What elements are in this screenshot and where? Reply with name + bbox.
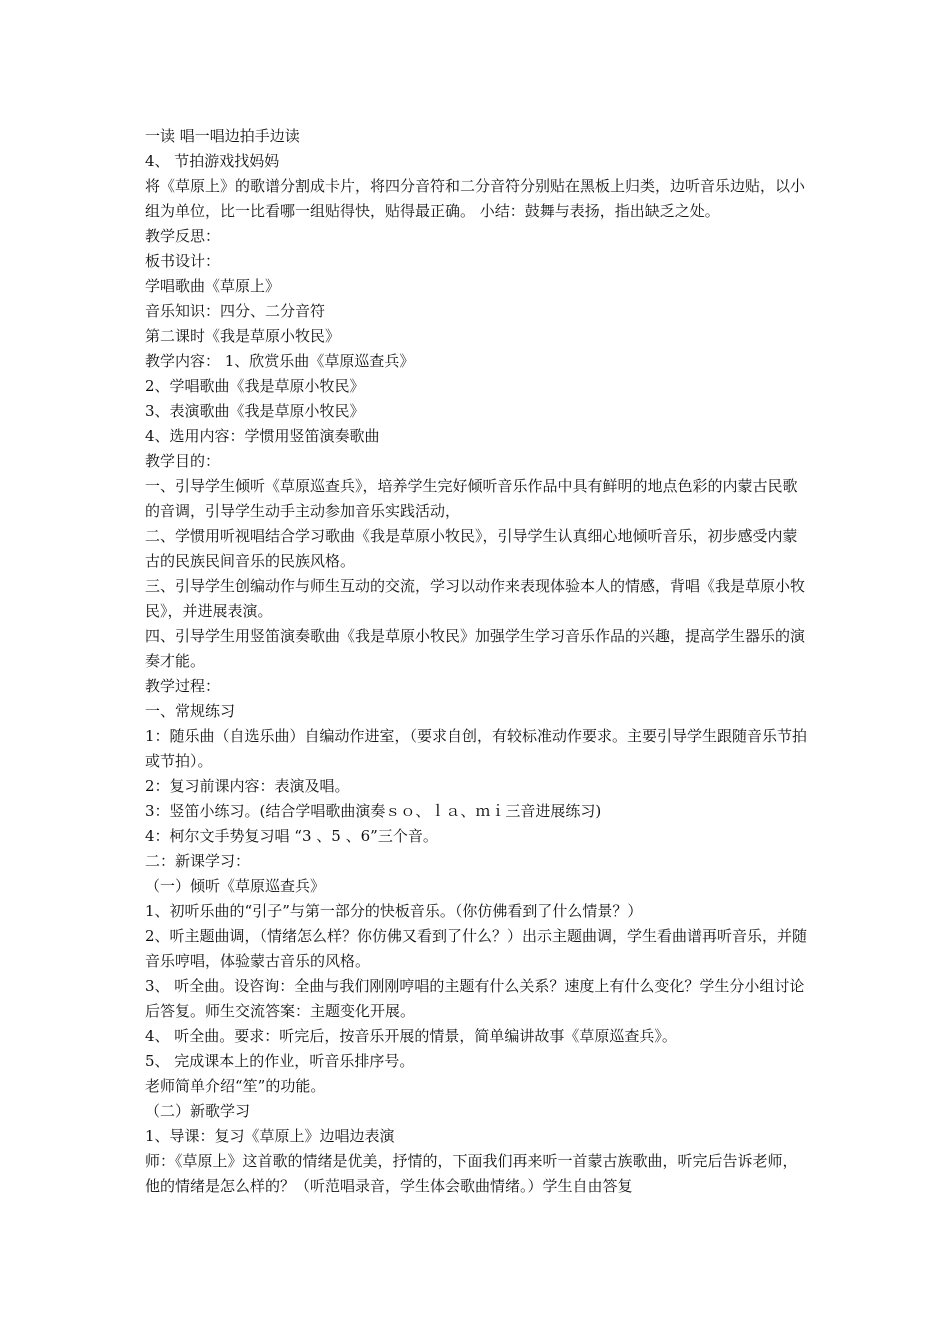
text-line: 将《草原上》的歌谱分割成卡片，将四分音符和二分音符分别贴在黑板上归类，边听音乐边贴，以小组为单位，比一比看哪一组贴得快，贴得最正确。 小结：鼓舞与表扬，指出缺乏之处。 (145, 177, 806, 220)
text-line: 4、选用内容：学惯用竖笛演奏歌曲 (145, 427, 380, 445)
text-line: 一、常规练习 (145, 702, 236, 720)
text-line: 第二课时《我是草原小牧民》 (145, 327, 341, 345)
text-line: 2、听主题曲调，（情绪怎么样？你仿佛又看到了什么？）出示主题曲调，学生看曲谱再听音乐，并随音乐哼唱，体验蒙古音乐的风格。 (145, 927, 808, 970)
text-line: 师：《草原上》这首歌的情绪是优美，抒情的，下面我们再来听一首蒙古族歌曲，听完后告诉老师，他的情绪是怎么样的？（听范唱录音，学生体会歌曲情绪。）学生自由答复 (145, 1152, 798, 1195)
text-line: 教学反思： (145, 227, 221, 245)
text-line: 三、引导学生创编动作与师生互动的交流，学习以动作来表现体验本人的情感，背唱《我是草原小牧民》，并进展表演。 (145, 577, 806, 620)
text-line: 学唱歌曲《草原上》 (145, 277, 281, 295)
text-line: （二）新歌学习 (145, 1102, 251, 1120)
text-line: 二：新课学习： (145, 852, 251, 870)
text-line: 老师简单介绍“笙”的功能。 (145, 1077, 326, 1095)
text-line: 教学内容： 1、欣赏乐曲《草原巡查兵》 (145, 352, 415, 370)
text-line: 一读 唱一唱边拍手边读 (145, 127, 300, 145)
text-line: 4：柯尔文手势复习唱 “3 、5 、6”三个音。 (145, 827, 438, 845)
text-line: 二、学惯用听视唱结合学习歌曲《我是草原小牧民》，引导学生认真细心地倾听音乐，初步感受内蒙古的民族民间音乐的民族风格。 (145, 527, 798, 570)
text-line: 4、 听全曲。要求：听完后，按音乐开展的情景，简单编讲故事《草原巡查兵》。 (145, 1027, 677, 1045)
text-line: 2：复习前课内容：表演及唱。 (145, 777, 350, 795)
text-line: 4、 节拍游戏找妈妈 (145, 152, 280, 170)
text-line: 板书设计： (145, 252, 221, 270)
text-line: 四、引导学生用竖笛演奏歌曲《我是草原小牧民》加强学生学习音乐作品的兴趣，提高学生器乐的演奏才能。 (145, 627, 806, 670)
text-line: 2、学唱歌曲《我是草原小牧民》 (145, 377, 365, 395)
document-body (145, 124, 810, 1199)
text-line: 音乐知识：四分、二分音符 (145, 302, 326, 320)
text-line: 1、初听乐曲的“引子”与第一部分的快板音乐。（你仿佛看到了什么情景？） (145, 902, 643, 920)
text-line: 1：随乐曲（自选乐曲）自编动作进室，（要求自创，有较标准动作要求。主要引导学生跟随音乐节拍或节拍）。 (145, 727, 808, 770)
text-line: 5、 完成课本上的作业，听音乐排序号。 (145, 1052, 415, 1070)
text-line: 3、表演歌曲《我是草原小牧民》 (145, 402, 365, 420)
text-line: 一、引导学生倾听《草原巡查兵》，培养学生完好倾听音乐作品中具有鲜明的地点色彩的内蒙古民歌的音调，引导学生动手主动参加音乐实践活动， (145, 477, 798, 520)
text-line: 教学目的： (145, 452, 221, 470)
text-line: 教学过程： (145, 677, 221, 695)
text-line: 3：竖笛小练习。(结合学唱歌曲演奏ｓｏ、ｌａ、ｍｉ三音进展练习) (145, 802, 602, 820)
text-line: （一）倾听《草原巡查兵》 (145, 877, 326, 895)
text-line: 1、导课：复习《草原上》边唱边表演 (145, 1127, 395, 1145)
text-line: 3、 听全曲。设咨询：全曲与我们刚刚哼唱的主题有什么关系？速度上有什么变化？学生分小组讨论后答复。师生交流答案：主题变化开展。 (145, 977, 805, 1020)
